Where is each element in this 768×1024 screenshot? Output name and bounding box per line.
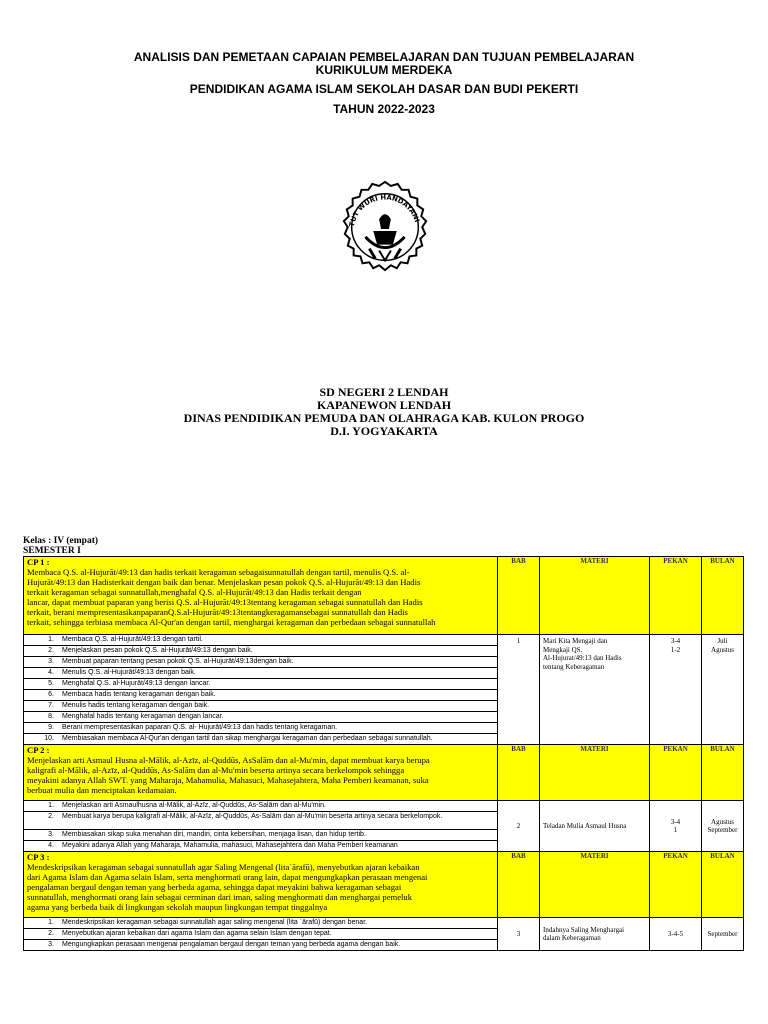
bab-header: BAB: [498, 557, 540, 635]
item-number: 8.: [48, 713, 54, 720]
materi-header: MATERI: [540, 745, 650, 801]
item-number: 2.: [48, 647, 54, 654]
item-text: Mengungkapkan perasaan mengenai pengalaman bergaul dengan teman yang berbeda agama dengan baik.: [62, 941, 401, 948]
learning-objective-item: [24, 668, 498, 679]
bulan-line: September: [707, 826, 738, 834]
materi-line: Mengkaji QS.: [543, 645, 583, 654]
cp-line: kaligrafi al-Mālik, al-Azīz, al-Quddūs, As-Salām dan al-Mu'min beserta artinya secara berkelompok sehingga: [27, 765, 405, 775]
learning-objective-item: [24, 929, 498, 940]
pekan-value: [650, 801, 702, 852]
semester-label: SEMESTER I: [23, 546, 81, 556]
item-number: 5.: [48, 680, 54, 687]
learning-objective-item: [24, 830, 498, 841]
learning-objective-item: [24, 635, 498, 646]
pekan-line: 1: [673, 826, 678, 834]
item-number: 3.: [48, 658, 54, 665]
pekan-header: PEKAN: [650, 745, 702, 801]
materi-line: Mari Kita Mengaji dan: [543, 637, 608, 645]
document-year: TAHUN 2022-2023: [333, 102, 435, 116]
materi-value: [540, 918, 650, 951]
pekan-line: 3-4: [670, 637, 681, 645]
bab-header: BAB: [498, 745, 540, 801]
cp-title: CP 3 :: [27, 852, 50, 862]
school-province: D.I. YOGYAKARTA: [330, 424, 438, 438]
cp-line: terkait, berani mempresentasikanpaparanQ.S.al-Hujurāt/49:13tentangkeragamansebagai sunnatullah dan Hadis: [27, 607, 408, 617]
document-title-line2: KURIKULUM MERDEKA: [315, 63, 453, 77]
bulan-line: Agustus: [711, 817, 734, 826]
learning-objective-item: [24, 812, 498, 830]
materi-header: MATERI: [540, 557, 650, 635]
bulan-line: Juli: [717, 637, 728, 645]
learning-objective-item: [24, 940, 498, 951]
cp-1-description: [24, 557, 498, 635]
cp-title: CP 2 :: [27, 745, 50, 755]
cp-line: terkait keragaman sebagai sunnatullah,menghafal Q.S. al-Hujurāt/49:13 dan Hadis terkait dengan: [27, 587, 362, 597]
bulan-header: BULAN: [702, 852, 744, 918]
item-text: Membaca Q.S. al-Hujurāt/49:13 dengan tartil.: [62, 636, 203, 643]
item-number: 1.: [48, 802, 54, 809]
bulan-value: [702, 801, 744, 852]
document-subject: PENDIDIKAN AGAMA ISLAM SEKOLAH DASAR DAN BUDI PEKERTI: [189, 82, 579, 96]
item-text: Membuat karya berupa kaligrafi al-Mālik, al-Azīz, al-Quddūs, As-Salām dan al-Mu'min beserta artinya secara berkelompok.: [62, 813, 443, 820]
learning-objective-item: [24, 918, 498, 929]
cp-line: Menjelaskan arti Asmaul Husna al-Mālik, al-Azīz, al-Quddūs, AsSalām dan al-Mu'min, dapat membuat karya berupa: [27, 755, 430, 765]
materi-line: Indahnya Saling Menghargai: [543, 925, 625, 934]
item-text: Berani mempresentasikan paparan Q.S. al- Hujurāt/49:13 dan hadis tentang keragaman.: [62, 724, 338, 731]
cp-line: Mendeskripsikan keragaman sebagai sunnatullah agar Saling Mengenal (litaʿārafū), menyebutkan ajaran kebaikan: [27, 862, 420, 872]
item-number: 2.: [48, 813, 54, 820]
pekan-value: [650, 918, 702, 951]
pekan-line: 3-4: [670, 817, 681, 826]
materi-value: [540, 635, 650, 745]
item-number: 4.: [48, 669, 54, 676]
materi-line: Al-Hujurat/49:13 dan Hadis: [543, 654, 622, 662]
cp-line: meyakini adanya Allah SWT. yang Maharaja, Mahamulia, Mahasuci, Mahasejahtera, Maha Pemberi keamanan, suka: [27, 775, 429, 785]
item-number: 10.: [44, 735, 54, 742]
item-text: Menjelaskan pesan pokok Q.S. al-Hujurāt/49:13 dengan baik.: [62, 647, 253, 654]
bab-value: 2: [498, 801, 540, 852]
cp-line: berbuat mulia dan menciptakan kedamaian.: [27, 785, 177, 795]
item-text: Meyakini adanya Allah yang Maharaja, Mahamulia, mahasuci, Mahasejahtera dan Maha Pemberi keamanan: [62, 842, 398, 849]
item-text: Membiasakan membaca Al-Qur'an dengan tartil dan sikap menghargai keragaman dan perbedaan sebagai sunnatullah.: [62, 735, 433, 742]
item-text: Membuat paparan tentang pesan pokok Q.S. al-Hujurāt/49:13dengan baik.: [62, 658, 294, 665]
pekan-value: [650, 635, 702, 745]
item-number: 2.: [48, 930, 54, 937]
materi-value: [540, 801, 650, 852]
learning-objective-item: [24, 723, 498, 734]
materi-line: dalam Keberagaman: [543, 934, 601, 942]
cp-line: Membaca Q.S. al-Hujurāt/49:13 dan hadis terkait keragaman sebagaisunnatullah dengan tartil, menulis Q.S. al-: [27, 567, 410, 577]
item-number: 6.: [48, 691, 54, 698]
pekan-line: 3-4-5: [667, 929, 684, 938]
learning-objective-item: [24, 734, 498, 745]
bulan-header: BULAN: [702, 745, 744, 801]
learning-objective-item: [24, 690, 498, 701]
cp-title: CP 1 :: [27, 557, 50, 567]
learning-objective-item: [24, 657, 498, 668]
item-text: Menghafal Q.S. al-Hujurāt/49:13 dengan lancar.: [62, 680, 211, 687]
class-label: Kelas : IV (empat): [23, 536, 99, 546]
bulan-value: [702, 918, 744, 951]
bulan-line: Agustus: [711, 645, 734, 654]
item-text: Menyebutkan ajaran kebaikan dari agama Islam dan agama selain Islam dengan tepat.: [62, 930, 332, 937]
materi-header: MATERI: [540, 852, 650, 918]
learning-objective-item: [24, 801, 498, 812]
cp-line: agama yang berbeda baik di lingkungan sekolah maupun lingkungan tempat tinggalnya: [27, 902, 328, 912]
item-text: Menghafal hadis tentang keragaman dengan lancar.: [62, 713, 224, 720]
document-title-line1: ANALISIS DAN PEMETAAN CAPAIAN PEMBELAJARAN DAN TUJUAN PEMBELAJARAN: [133, 50, 635, 64]
item-number: 3.: [48, 941, 54, 948]
tut-wuri-handayani-emblem-icon: [336, 180, 434, 278]
item-number: 1.: [48, 919, 54, 926]
item-number: 4.: [48, 842, 54, 849]
cp-2-description: [24, 745, 498, 801]
cp-3-description: [24, 852, 498, 918]
pekan-header: PEKAN: [650, 852, 702, 918]
item-number: 1.: [48, 636, 54, 643]
cp-line: terkait, sehingga terbiasa membaca Al-Qur'an dengan tartil, menghargai keragaman dan perbedaan sebagai sunnatullah: [27, 617, 436, 627]
learning-objective-item: [24, 841, 498, 852]
learning-objective-item: [24, 646, 498, 657]
pekan-header: PEKAN: [650, 557, 702, 635]
school-agency: DINAS PENDIDIKAN PEMUDA DAN OLAHRAGA KAB. KULON PROGO: [183, 411, 585, 425]
school-name: SD NEGERI 2 LENDAH: [319, 385, 449, 399]
item-number: 9.: [48, 724, 54, 731]
item-text: Menulis Q.S. al-Hujurāt/49:13 dengan baik.: [62, 669, 196, 676]
cp-line: pengalaman bergaul dengan teman yang berbeda agama, sehingga dapat meyakini bahwa keragaman sebagai: [27, 882, 402, 892]
bulan-header: BULAN: [702, 557, 744, 635]
bulan-line: September: [707, 929, 738, 938]
item-text: Mendeskripsikan keragaman sebagai sunnatullah agar saling mengenal (lita ʿārafū) dengan benar.: [62, 919, 368, 926]
school-district: KAPANEWON LENDAH: [316, 398, 452, 412]
learning-objective-item: [24, 712, 498, 723]
bab-value: 3: [498, 918, 540, 951]
svg-text:TUT WURI HANDAYANI: TUT WURI HANDAYANI: [347, 193, 421, 228]
cp-line: lancar, dapat membuat paparan yang berisi Q.S. al-Hujurāt/49:13tentang keragaman sebagai sunnatullah dan Hadis: [27, 597, 423, 607]
bulan-value: [702, 635, 744, 745]
item-text: Membiasakan sikap suka menahan diri, mandiri, cinta kebersihan, menjaga lisan, dan hidup tertib.: [62, 831, 366, 838]
cp-line: sunnatullah, menghormati orang lain sebagai cerminan dari iman, saling menghormati dan menghargai pemeluk: [27, 892, 413, 902]
materi-line: tentang Keberagaman: [543, 662, 605, 671]
item-text: Membaca hadis tentang keragaman dengan baik.: [62, 691, 216, 698]
item-number: 7.: [48, 702, 54, 709]
materi-line: Teladan Mulia Asmaul Husna: [543, 821, 627, 830]
cp-line: dari Agama Islam dan Agama selain Islam, serta menghormati orang lain, dapat mengungkapkan perasaan mengenai: [27, 872, 428, 882]
item-text: Menulis hadis tentang keragaman dengan baik.: [62, 702, 210, 709]
learning-objective-item: [24, 701, 498, 712]
pekan-line: 1-2: [670, 645, 681, 654]
learning-map-table: [23, 556, 744, 951]
cp-line: Hujurāt/49:13 dan Hadisterkait dengan baik dan benar. Menjelaskan pesan pokok Q.S. al-Hujurāt/49:13 dan Hadis: [27, 577, 421, 587]
item-text: Menjelaskan arti Asmaulhusna al-Mālik, al-Azīz, al-Quddūs, As-Salām dan al-Mu'min.: [62, 802, 326, 809]
bab-header: BAB: [498, 852, 540, 918]
learning-objective-item: [24, 679, 498, 690]
item-number: 3.: [48, 831, 54, 838]
bab-value: 1: [498, 635, 540, 745]
